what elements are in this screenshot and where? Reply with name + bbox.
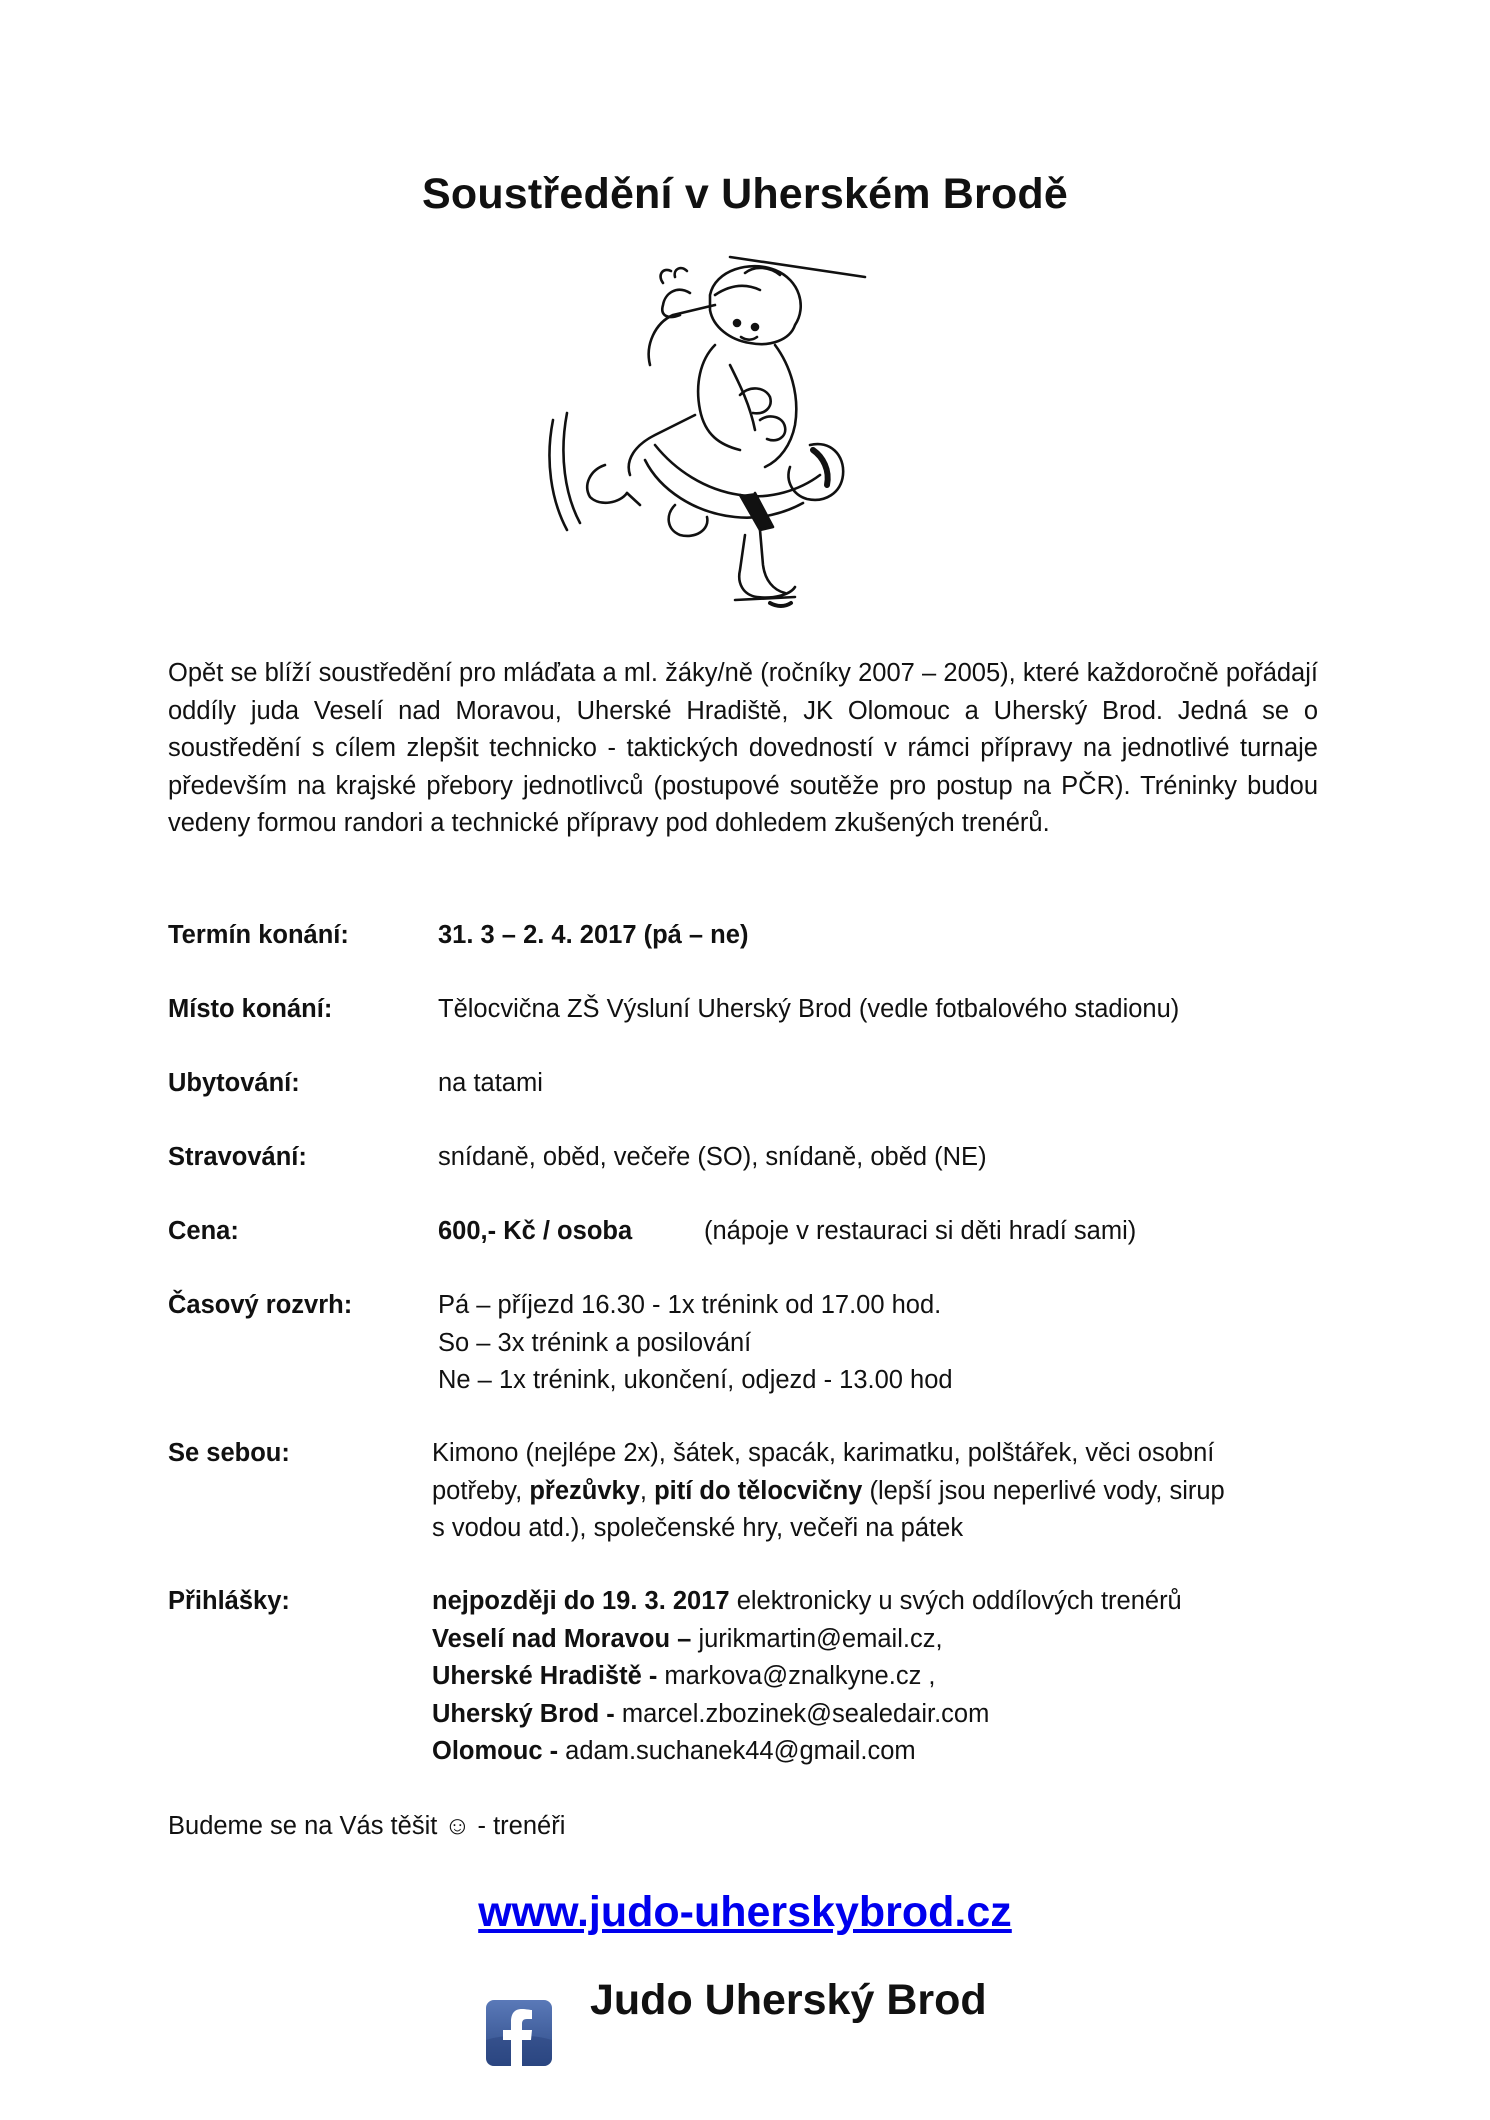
sebou-value bbox=[432, 1435, 1225, 1548]
page-title: Soustředění v Uherském Brodě bbox=[421, 170, 1069, 218]
sebou-text: (lepší jsou neperlivé vody, sirup bbox=[862, 1476, 1225, 1505]
prihlasky-deadline bbox=[432, 1583, 1182, 1621]
contact-club: Veselí nad Moravou – bbox=[432, 1624, 692, 1653]
ubytovani-value: na tatami bbox=[438, 1069, 543, 1097]
contact-line bbox=[432, 1621, 1182, 1659]
misto-value: Tělocvična ZŠ Výsluní Uherský Brod (vedle fotbalového stadionu) bbox=[438, 995, 1180, 1023]
termin-label: Termín konání: bbox=[168, 921, 349, 949]
deadline-text: elektronicky u svých oddílových trenérů bbox=[729, 1587, 1182, 1615]
sebou-label: Se sebou: bbox=[168, 1439, 290, 1467]
sebou-line: s vodou atd.), společenské hry, večeři na pátek bbox=[432, 1514, 964, 1542]
contact-club: Uherské Hradiště - bbox=[432, 1662, 658, 1690]
website-link[interactable]: www.judo-uherskybrod.cz bbox=[478, 1888, 1012, 1936]
stravovani-label: Stravování: bbox=[168, 1143, 307, 1171]
sebou-separator: , bbox=[639, 1476, 655, 1505]
termin-value: 31. 3 – 2. 4. 2017 (pá – ne) bbox=[438, 921, 749, 949]
misto-label: Místo konání: bbox=[168, 995, 333, 1023]
facebook-icon[interactable] bbox=[484, 1998, 554, 2068]
rozvrh-line: Pá – příjezd 16.30 - 1x trénink od 17.00 hod. bbox=[438, 1291, 942, 1319]
sebou-bold-item: pití do tělocvičny bbox=[654, 1476, 863, 1505]
sebou-text: potřeby, bbox=[432, 1476, 530, 1505]
club-name: Judo Uherský Brod bbox=[590, 1976, 987, 2024]
rozvrh-label: Časový rozvrh: bbox=[168, 1291, 353, 1319]
sebou-line: Kimono (nejlépe 2x), šátek, spacák, karimatku, polštářek, věci osobní bbox=[432, 1439, 1215, 1467]
rozvrh-line: So – 3x trénink a posilování bbox=[438, 1328, 752, 1357]
contact-email[interactable]: marcel.zbozinek@sealedair.com bbox=[614, 1699, 990, 1728]
sebou-line bbox=[432, 1473, 1225, 1511]
cena-note: (nápoje v restauraci si děti hradí sami) bbox=[704, 1217, 1137, 1245]
prihlasky-value bbox=[432, 1583, 1182, 1771]
contact-email[interactable]: adam.suchanek44@gmail.com bbox=[558, 1737, 916, 1765]
rozvrh-line: Ne – 1x trénink, ukončení, odjezd - 13.00 hod bbox=[438, 1366, 953, 1394]
prihlasky-label: Přihlášky: bbox=[168, 1587, 290, 1615]
deadline-date: nejpozději do 19. 3. 2017 bbox=[432, 1587, 730, 1615]
contact-email[interactable]: markova@znalkyne.cz , bbox=[657, 1662, 936, 1690]
judo-throw-illustration-icon bbox=[545, 245, 880, 610]
sebou-bold-item: přezůvky bbox=[529, 1476, 640, 1505]
cena-value: 600,- Kč / osoba bbox=[438, 1217, 633, 1245]
stravovani-value: snídaně, oběd, večeře (SO), snídaně, oběd (NE) bbox=[438, 1143, 987, 1171]
contact-line bbox=[432, 1658, 1182, 1696]
rozvrh-value bbox=[438, 1287, 953, 1400]
contact-club: Olomouc - bbox=[432, 1737, 559, 1765]
contact-line bbox=[432, 1696, 1182, 1734]
ubytovani-label: Ubytování: bbox=[168, 1069, 300, 1097]
intro-paragraph: Opět se blíží soustředění pro mláďata a ml. žáky/ně (ročníky 2007 – 2005), které každoročně pořádají oddíly juda Veselí nad Moravou, Uherské Hradiště, JK Olomouc a Uherský Brod. Jedná se o soustředění s cílem zlepšit technicko - taktických dovedností v rámci přípravy na jednotlivé turnaje především na krajské přebory jednotlivců (postupové soutěže pro postup na PČR). Tréninky budou vedeny formou randori a technické přípravy pod dohledem zkušených trenérů. bbox=[168, 659, 1318, 837]
closing-text: Budeme se na Vás těšit ☺ - trenéři bbox=[168, 1812, 566, 1840]
cena-label: Cena: bbox=[168, 1217, 239, 1245]
contact-email[interactable]: jurikmartin@email.cz, bbox=[691, 1624, 943, 1653]
contact-club: Uherský Brod - bbox=[432, 1699, 615, 1728]
contact-line bbox=[432, 1733, 1182, 1771]
